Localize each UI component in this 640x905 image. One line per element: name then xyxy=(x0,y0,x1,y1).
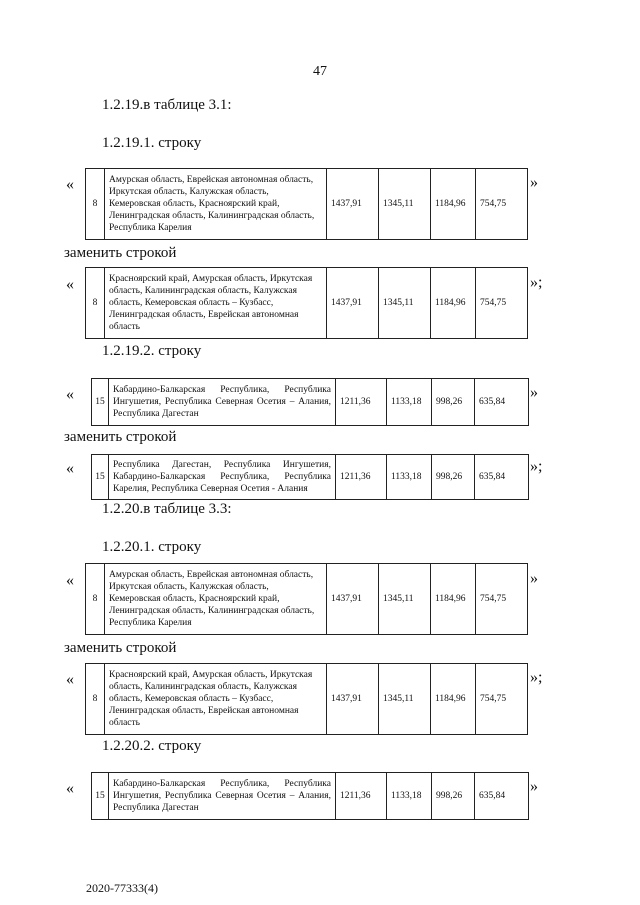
value-cell-4: 635,84 xyxy=(475,455,529,500)
open-quote: « xyxy=(66,386,74,403)
value-cell-3: 1184,96 xyxy=(431,564,476,635)
table-row-8-replacement xyxy=(85,267,528,339)
regions-cell: Кабардино-Балкарская Республика, Республика Ингушетия, Республика Северная Осетия – Алания, Республика Дагестан xyxy=(109,379,336,426)
value-cell-4: 635,84 xyxy=(475,379,529,426)
subsection-heading-1-2-19-2: 1.2.19.2. строку xyxy=(102,343,202,359)
close-quote-semicolon: »; xyxy=(530,669,543,686)
value-cell-2: 1133,18 xyxy=(387,455,432,500)
row-number: 15 xyxy=(92,379,109,426)
close-quote: » xyxy=(530,384,538,401)
row-number: 8 xyxy=(86,268,105,339)
value-cell-1: 1437,91 xyxy=(327,268,379,339)
row-number: 8 xyxy=(86,564,105,635)
open-quote: « xyxy=(66,276,74,293)
open-quote: « xyxy=(66,176,74,193)
value-cell-4: 754,75 xyxy=(476,664,528,735)
regions-cell: Амурская область, Еврейская автономная область, Иркутская область, Калужская область, Кемеровская область, Красноярский край, Ленинградская область, Калининградская область, Республика Карелия xyxy=(105,169,327,240)
value-cell-1: 1437,91 xyxy=(327,169,379,240)
regions-cell: Республика Дагестан, Республика Ингушетия, Кабардино-Балкарская Республика, Республика Карелия, Республика Северная Осетия - Алания xyxy=(109,455,336,500)
table-row-8-original-3-3 xyxy=(85,563,528,635)
page-number: 47 xyxy=(313,64,327,79)
value-cell-1: 1211,36 xyxy=(336,379,387,426)
close-quote-semicolon: »; xyxy=(530,458,543,475)
subsection-heading-1-2-19-1: 1.2.19.1. строку xyxy=(102,135,202,151)
value-cell-3: 998,26 xyxy=(432,455,475,500)
value-cell-2: 1345,11 xyxy=(379,169,431,240)
section-heading-1-2-19: 1.2.19.в таблице 3.1: xyxy=(102,97,232,113)
value-cell-4: 754,75 xyxy=(476,268,528,339)
value-cell-1: 1437,91 xyxy=(327,564,379,635)
close-quote: » xyxy=(530,174,538,191)
table-row-15-original xyxy=(91,378,529,426)
row-number: 15 xyxy=(92,455,109,500)
regions-cell: Кабардино-Балкарская Республика, Республика Ингушетия, Республика Северная Осетия – Алания, Республика Дагестан xyxy=(109,773,336,820)
value-cell-4: 754,75 xyxy=(476,169,528,240)
value-cell-4: 754,75 xyxy=(476,564,528,635)
row-number: 8 xyxy=(86,169,105,240)
replace-with-row-label: заменить строкой xyxy=(64,245,177,261)
value-cell-1: 1211,36 xyxy=(336,773,387,820)
table-row-8-original xyxy=(85,168,528,240)
row-number: 15 xyxy=(92,773,109,820)
close-quote-semicolon: »; xyxy=(530,274,543,291)
value-cell-2: 1345,11 xyxy=(379,664,431,735)
value-cell-3: 1184,96 xyxy=(431,268,476,339)
value-cell-2: 1133,18 xyxy=(387,773,432,820)
value-cell-2: 1133,18 xyxy=(387,379,432,426)
section-heading-1-2-20: 1.2.20.в таблице 3.3: xyxy=(102,501,232,517)
replace-with-row-label: заменить строкой xyxy=(64,640,177,656)
table-row-15-original-3-3 xyxy=(91,772,529,820)
value-cell-3: 1184,96 xyxy=(431,664,476,735)
close-quote: » xyxy=(530,570,538,587)
regions-cell: Амурская область, Еврейская автономная область, Иркутская область, Калужская область, Кемеровская область, Красноярский край, Ленинградская область, Калининградская область, Республика Карелия xyxy=(105,564,327,635)
subsection-heading-1-2-20-1: 1.2.20.1. строку xyxy=(102,539,202,555)
document-footer-code: 2020-77333(4) xyxy=(86,881,158,895)
value-cell-1: 1437,91 xyxy=(327,664,379,735)
open-quote: « xyxy=(66,572,74,589)
value-cell-3: 998,26 xyxy=(432,773,475,820)
open-quote: « xyxy=(66,460,74,477)
value-cell-1: 1211,36 xyxy=(336,455,387,500)
value-cell-3: 998,26 xyxy=(432,379,475,426)
row-number: 8 xyxy=(86,664,105,735)
value-cell-2: 1345,11 xyxy=(379,268,431,339)
replace-with-row-label: заменить строкой xyxy=(64,429,177,445)
regions-cell: Красноярский край, Амурская область, Иркутская область, Калининградская область, Калужская область, Кемеровская область – Кузбасс, Ленинградская область, Еврейская автономная область xyxy=(105,664,327,735)
table-row-8-replacement-3-3 xyxy=(85,663,528,735)
table-row-15-replacement xyxy=(91,454,529,500)
subsection-heading-1-2-20-2: 1.2.20.2. строку xyxy=(102,738,202,754)
close-quote: » xyxy=(530,778,538,795)
value-cell-4: 635,84 xyxy=(475,773,529,820)
open-quote: « xyxy=(66,671,74,688)
value-cell-2: 1345,11 xyxy=(379,564,431,635)
regions-cell: Красноярский край, Амурская область, Иркутская область, Калининградская область, Калужская область, Кемеровская область – Кузбасс, Ленинградская область, Еврейская автономная область xyxy=(105,268,327,339)
value-cell-3: 1184,96 xyxy=(431,169,476,240)
open-quote: « xyxy=(66,780,74,797)
